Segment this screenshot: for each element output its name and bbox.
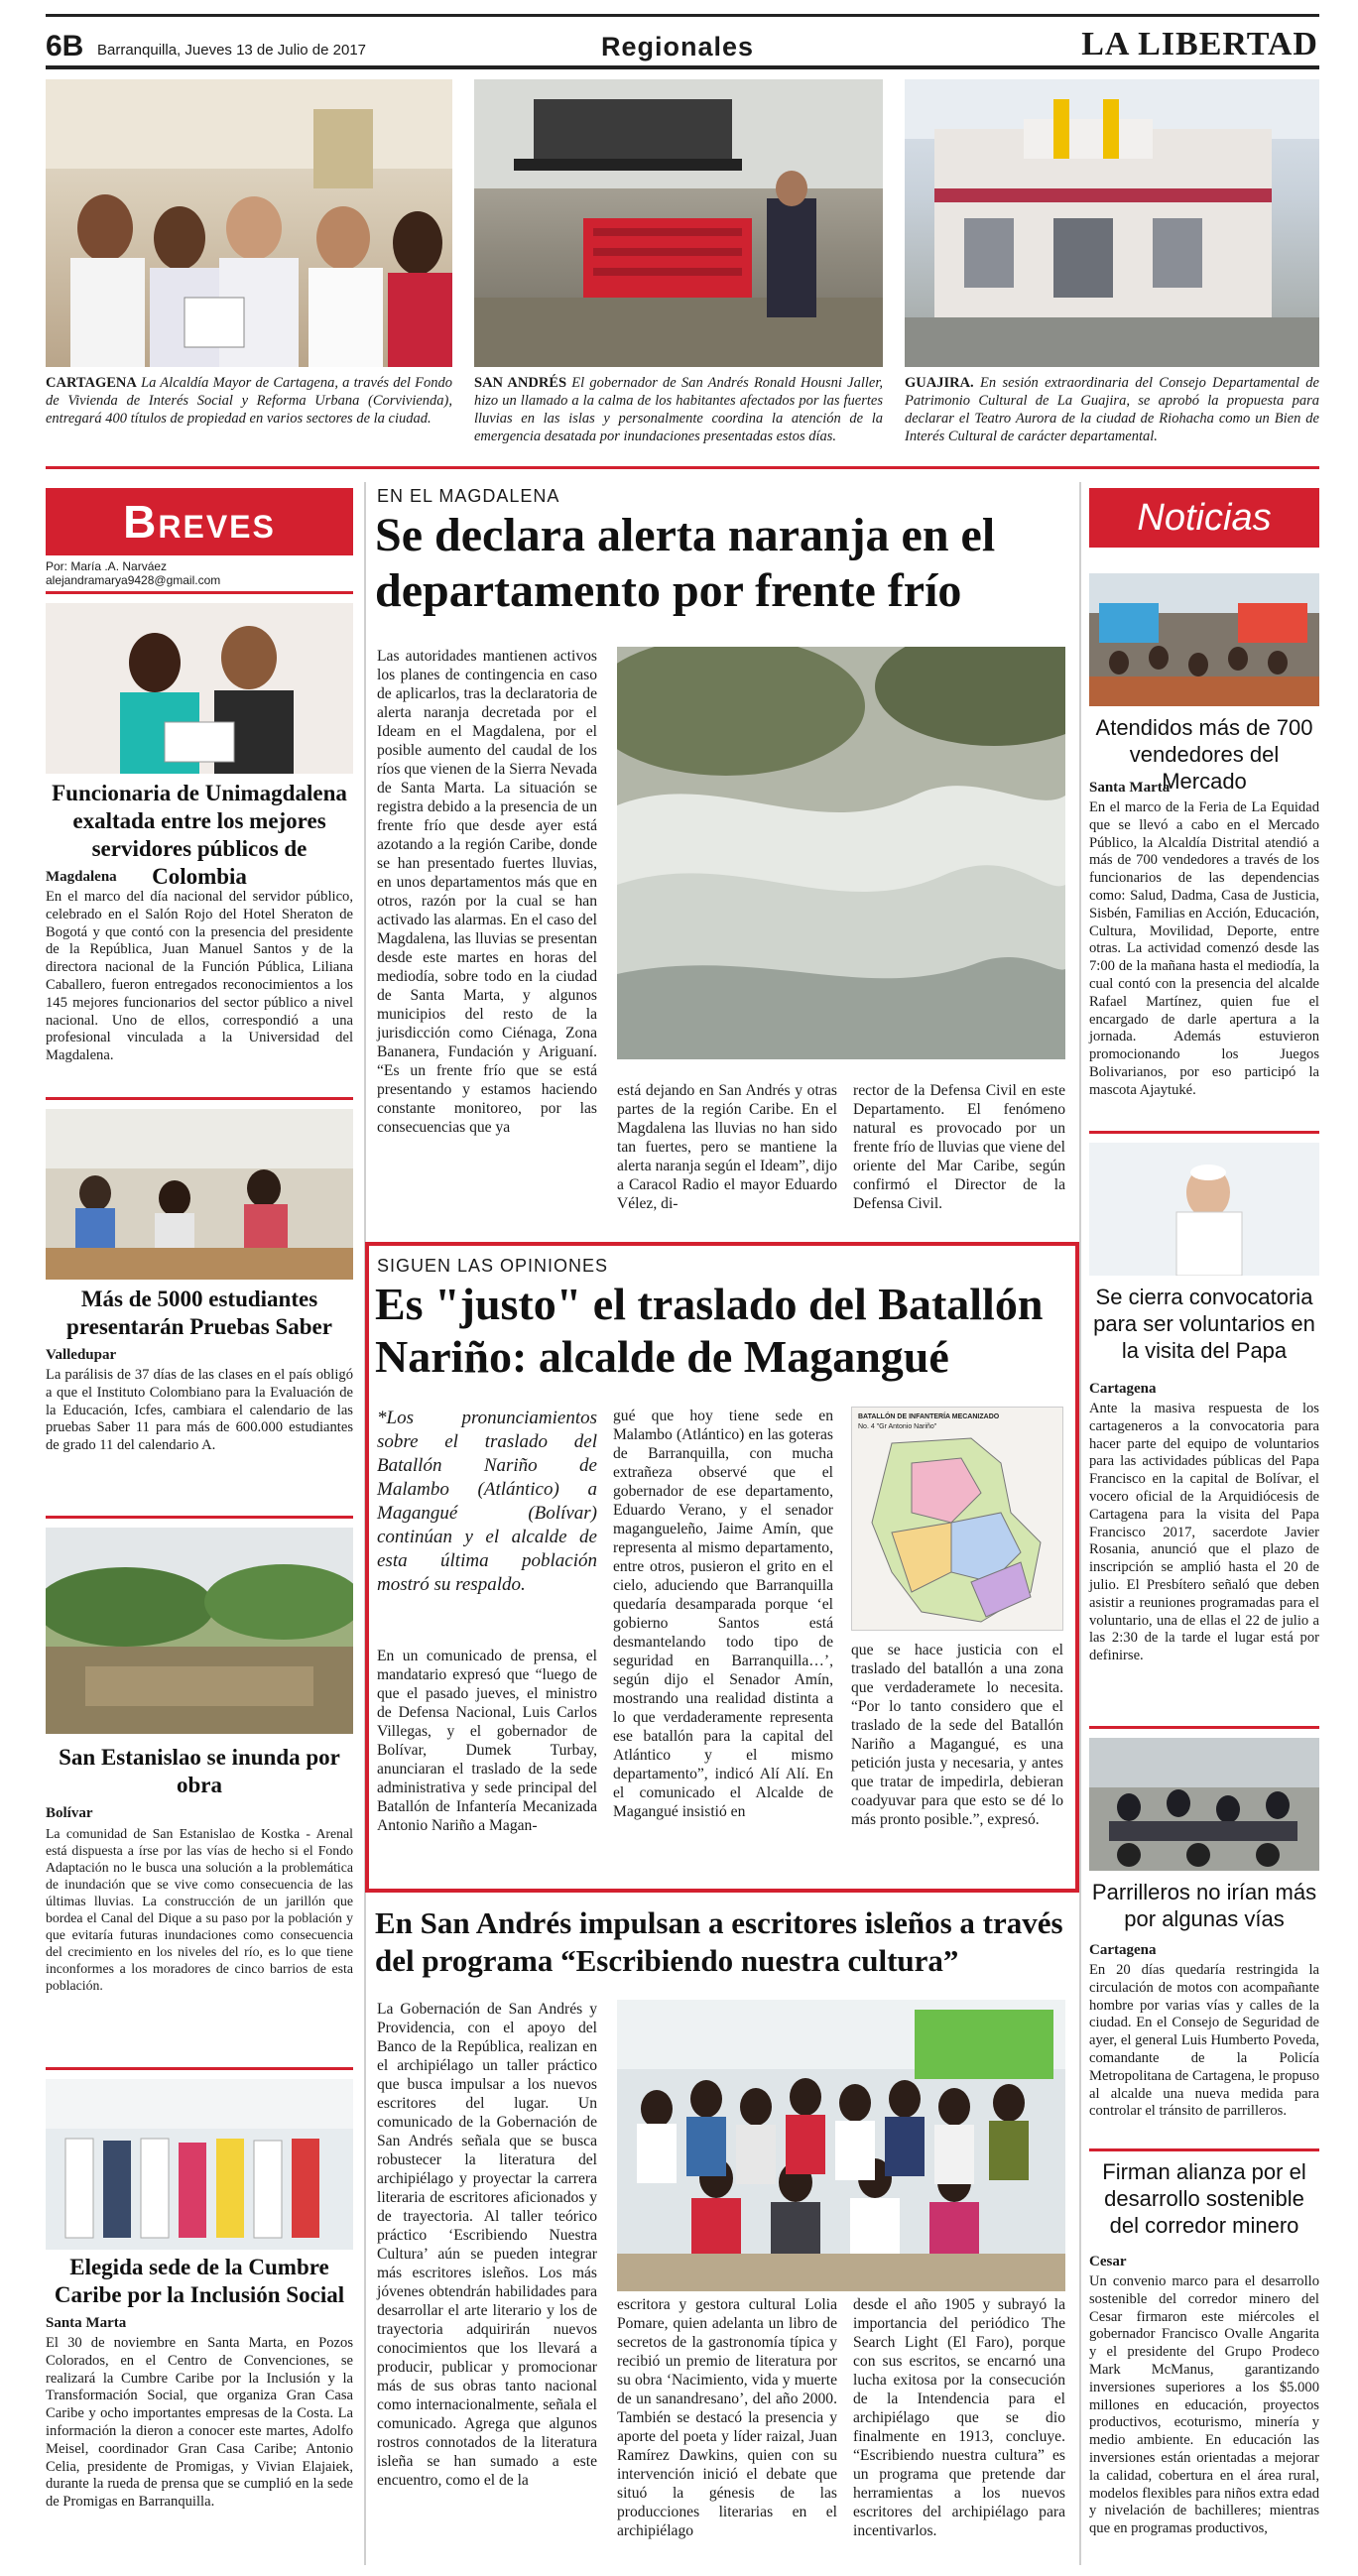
article2-lead: *Los pronunciamientos sobre el traslado del Batallón Nariño de Malambo (Atlántico) a Magangué (Bolívar) continúan y el alcalde de esta última población mostró su respaldo. — [377, 1408, 597, 1595]
photo-cumbre-caribe — [46, 2079, 353, 2250]
breve-2-text: La parálisis de 37 días de las clases en el país obligó a que el Instituto Colombiano para la Evaluación de la Educación, Icfes, cambiara el calendario de las pruebas Saber 11 para más de 600.000 estudiantes de grado 11 del calendario A. — [46, 1367, 353, 1454]
issue-date: Barranquilla, Jueves 13 de Julio de 2017 — [97, 42, 367, 59]
breve-3-text: La comunidad de San Estanislao de Kostka - Arenal está dispuesta a írse por las vías de hecho si el Fondo Adaptación no le busca una solución a la problemática de inundación que se vive como consecuencia de las últimas lluvias. La construcción de un jarillón que bordea el Canal del Dique a su paso por la población y que evitaría futuras inundaciones como consecuencia del crecimiento en los niveles del río, es lo que tiene inconformes a los moradores de cinco barrios de esta población. — [46, 1826, 353, 1993]
breve-4-place: Santa Marta — [46, 2315, 127, 2331]
photo-parrilleros — [1089, 1738, 1319, 1871]
photo-escritores — [617, 2000, 1065, 2291]
breve-1-head: Funcionaria de Unimagdalena exaltada entre los mejores servidores públicos de Colombia — [52, 781, 347, 889]
article3-col1: La Gobernación de San Andrés y Providencia, con el apoyo del Banco de la República, realizan en el archipiélago un taller práctico que busca impulsar a los nuevos escritores del lugar. Un comunicado de la Gobernación de San Andrés señala que se busca robustecer la literatura del archipiélago y proyectar la carrera literaria de escritores aficionados y de trayectoria. Al taller teórico práctico ‘Escribiendo Nuestra Cultura’ aún se pueden integrar más escritores isleños. Los más jóvenes obtendrán habilidades para desarrollar el arte literario y los de trayectoria adquirirán nuevos conocimientos que los llevará a producir, publicar y promocionar más de sus obras tanto nacional como internacionalmente, señala el comunicado. Agrega que algunos rostros connotados de la literatura isleña se han sumado a este encuentro, como el de la — [377, 2001, 597, 2489]
article3-col2: escritora y gestora cultural Lolia Pomare, quien adelanta un libro de secretos de la gastronomía típica y recibió un premio de literatura por su obra ‘Nacimiento, vida y muerte de un sanandresano’, del año 2000. También se destacó la presencia y aporte del poeta y líder raizal, Juan Ramírez Dawkins, quien con su intervención inició el debate que situó la génesis de las producciones literarias en el archipiélago — [617, 2296, 837, 2539]
newspaper-brand: LA LIBERTAD — [1081, 26, 1318, 62]
article2-col3: que se hace justicia con el traslado del batallón a una zona que verdaderamete lo necesita. “Por lo tanto considero que el traslado de la sede del Batallón Nariño a Magangué, es una petición justa y necesaria, y antes que tratar de impedirla, debieran coadyuvar para que esto se dé lo más pronto posible.”, expresó. — [851, 1642, 1063, 1828]
photo-cartagena — [46, 79, 452, 367]
article1-col1: Las autoridades mantienen activos los planes de contingencia en caso de aplicarlos, tras la declaratoria de alerta naranja decretada por el Ideam en el Magdalena, por el posible aumento del caudal de los ríos que vienen de la Sierra Nevada de Santa Marta. La situación se registra debido a la presencia de un frente frío que desde ayer está azotando a la región Caribe, donde se han presentado fuertes lluvias, en unos departamentos más que en otros, razón por la cual se han activado las alarmas. En el caso del Magdalena, las lluvias se presentan desde este martes en horas del mediodía, sobre todo en la ciudad de Santa Marta, y algunos municipios del resto de la jurisdicción como Ciénaga, Zona Bananera, Fundación y Ariguaní. “Es un frente frío que se está presentando y estamos haciendo constante monitoreo, por las consecuencias que ya — [377, 648, 597, 1136]
noticia-4-place: Cesar — [1089, 2254, 1127, 2269]
map-title: BATALLÓN DE INFANTERÍA MECANIZADO — [858, 1413, 1000, 1420]
map-subtitle: No. 4 "Gr Antonio Nariño" — [858, 1423, 937, 1430]
breve-2-head: Más de 5000 estudiantes presentarán Pruebas Saber — [66, 1287, 332, 1339]
breve-4-text: El 30 de noviembre en Santa Marta, en Pozos Colorados, en el Centro de Convenciones, se realizará la Cumbre Caribe por la Inclusión y la Transformación Social, que organiza Gran Casa Caribe y ocho importantes empresas de la Costa. La información la dieron a conocer este martes, Adolfo Meisel, coordinador Gran Casa Caribe; Antonio Celia, presidente de Promigas, y Vivian Elajaiek, durante la rueda de prensa que se cumplió en la sede de Promigas en Barranquilla. — [46, 2335, 353, 2511]
noticias-title: Noticias — [1089, 488, 1319, 548]
top-rule — [46, 14, 1319, 17]
breves-title: Breves — [46, 488, 353, 555]
article2-col1: En un comunicado de prensa, el mandatario expresó que “luego de que el pasado jueves, el ministro de Defensa Nacional, Luis Carlos Villegas, y el gobernador de Bolívar, Dumek Turbay, anunciaran el traslado de la sede administrativa y sede principal del Batallón de Infantería Mecanizada Antonio Nariño a Magan- — [377, 1648, 597, 1834]
article3-col3: desde el año 1905 y subrayó la importancia del periódico The Search Light (El Faro), porque con sus escritos, se encarnó una lucha exitosa por la consecución de la Intendencia para el archipiélago que se dio finalmente en 1913, concluye. “Escribiendo nuestra cultura” es un programa que pretende dar herramientas a los nuevos escritores del archipiélago para incentivarlos. — [853, 2296, 1065, 2539]
breve-3-head: San Estanislao se inunda por obra — [59, 1745, 340, 1797]
breve-3-rule — [46, 2067, 353, 2070]
noticia-3-place: Cartagena — [1089, 1942, 1157, 1958]
photo-guajira — [905, 79, 1319, 367]
breve-3-place: Bolívar — [46, 1805, 93, 1821]
noticia-1-rule — [1089, 1131, 1319, 1134]
breve-2-rule — [46, 1516, 353, 1519]
noticia-2-head: Se cierra convocatoria para ser voluntarios en la visita del Papa — [1093, 1285, 1315, 1363]
noticia-1-head: Atendidos más de 700 vendedores del Mercado — [1095, 715, 1313, 794]
article2-headline: Es "justo" el traslado del Batallón Nariño: alcalde de Magangué — [375, 1279, 1044, 1382]
article3-headline: En San Andrés impulsan a escritores isleños a través del programa “Escribiendo nuestra cultura” — [375, 1905, 1063, 1978]
breves-email: alejandramarya9428@gmail.com — [46, 573, 221, 587]
breves-rule — [46, 591, 353, 594]
caption-guajira: GUAJIRA. En sesión extraordinaria del Consejo Departamental de Patrimonio Cultural de La Guajira, se aprobó la propuesta para declarar el Teatro Aurora de la ciudad de Riohacha como un Bien de Interés Cultural de carácter departamental. — [905, 375, 1319, 444]
top-section-rule — [46, 466, 1319, 469]
breve-2-place: Valledupar — [46, 1347, 117, 1363]
breves-byline: Por: María .A. Narváez — [46, 559, 168, 573]
section-title: Regionales — [601, 32, 755, 61]
breve-4-head: Elegida sede de la Cumbre Caribe por la Inclusión Social — [54, 2255, 345, 2307]
noticia-2-rule — [1089, 1726, 1319, 1729]
page-number: 6B — [46, 30, 84, 62]
breve-1-text: En el marco del día nacional del servidor público, celebrado en el Salón Rojo del Hotel Sheraton de Bogotá y que contó con la presencia del presidente de la República, Juan Manuel Santos y de la directora nacional de la Función Pública, Liliana Caballero, fueron entregados reconocimientos a los 145 mejores funcionarios del sector público a nivel nacional. Uno de ellos, correspondió a una profesional vinculada a la Universidad del Magdalena. — [46, 889, 353, 1064]
photo-river — [617, 647, 1065, 1059]
photo-mercado — [1089, 573, 1319, 706]
photo-unimagdalena — [46, 603, 353, 774]
noticia-3-head: Parrilleros no irían más por algunas vías — [1091, 1880, 1317, 1931]
photo-pruebas-saber — [46, 1109, 353, 1280]
photo-san-andres — [474, 79, 883, 367]
breve-1-place: Magdalena — [46, 869, 117, 885]
battalion-map — [851, 1407, 1063, 1631]
right-column-divider — [1079, 482, 1081, 2565]
photo-papa — [1089, 1143, 1319, 1276]
noticia-4-head: Firman alianza por el desarrollo sostenible del corredor minero — [1102, 2159, 1306, 2238]
noticia-3-text: En 20 días quedaría restringida la circulación de motos con acompañante hombre por varias vías y calles de la ciudad. En el Consejo de Seguridad de ayer, el general Luis Humberto Poveda, comandante de la Policía Metropolitana de Cartagena, le propuso al alcalde una nueva medida para controlar el tránsito de parrilleros. — [1089, 1962, 1319, 2120]
photo-san-estanislao — [46, 1528, 353, 1734]
header-rule — [46, 65, 1319, 69]
caption-san-andres: SAN ANDRÉS El gobernador de San Andrés Ronald Housni Jaller, hizo un llamado a la calma de los habitantes afectados por las fuertes lluvias en las islas y personalmente coordina la atención de la emergencia desatada por inundaciones presentadas estos días. — [474, 375, 883, 444]
noticia-3-rule — [1089, 2148, 1319, 2151]
noticia-2-text: Ante la masiva respuesta de los cartageneros a la convocatoria para hacer parte del equipo de voluntarios para las actividades públicas del Papa Francisco en la capital de Bolívar, el vocero oficial de la Arquidiócesis de Cartagena para la visita del Papa Francisco 2017, sacerdote Javier Rosania, anunció que el plazo de inscripción se amplió hasta el 20 de julio. El Presbítero señaló que deben asistir a reuniones programadas para el voluntario, una de ellas el 22 de julio a las 2:30 de la tarde el lugar está por definirse. — [1089, 1401, 1319, 1664]
article2-col2: gué que hoy tiene sede en Malambo (Atlántico) en las goteras de Barranquilla, con mucha extrañeza observé que el gobernador de ese departamento, Eduardo Verano, y el senador magangueleño, Jaime Amín, que representa al mismo departamento, entre otros, pusieron el grito en el cielo, aduciendo que Barranquilla quedaría desamparada porque ‘el gobierno Santos está desmantelando todo tipo de seguridad en Barranquilla…’, según dijo el Senador Amín, mostrando una realidad distinta a lo que verdaderamente representa ese batallón para la capital del Atlántico y el mismo departamento”, indicó Alí Alí. En el comunicado el Alcalde de Magangué insistió en — [613, 1408, 833, 1820]
noticia-1-place: Santa Marta — [1089, 780, 1171, 796]
article1-col2: está dejando en San Andrés y otras partes de la región Caribe. En el Magdalena las lluvias no han sido tan fuertes, pero se mantiene la alerta naranja según el Ideam”, dijo a Caracol Radio el mayor Eduardo Vélez, di- — [617, 1082, 837, 1212]
noticia-1-text: En el marco de la Feria de La Equidad que se llevó a cabo en el Mercado Público, la Alcaldía Distrital atendió a más de 700 vendedores a través de los funcionarios de las dependencias como: Salud, Dadma, Casa de Justicia, Sisbén, Familias en Acción, Educación, Cultura, Movilidad, Deporte, entre otras. La actividad comenzó desde las 7:00 de la mañana hasta el mediodía, la cual contó con la presencia del alcalde Rafael Martínez, quien fue el encargado de darle apertura a la jornada. Además estuvieron promocionando los Juegos Bolivarianos, por eso participó la mascota Ajaytuké. — [1089, 799, 1319, 1098]
article2-kicker: SIGUEN LAS OPINIONES — [377, 1256, 609, 1276]
article1-kicker: EN EL MAGDALENA — [377, 486, 560, 506]
noticia-4-text: Un convenio marco para el desarrollo sostenible del corredor minero del Cesar firmaron este miércoles el gobernador Francisco Ovalle Angarita y el presidente del Grupo Prodeco Mark McManus, garantizando inversiones superiores a los $5.000 millones en educación, proyectos productivos, ecoturismo, minería y medio ambiente. En educación las inversiones están orientadas a mejorar la calidad, cobertura en el área rural, modelos flexibles para niños extra edad y nivelación de bachilleres; mientras que en programas productivos, — [1089, 2273, 1319, 2537]
article1-col3: rector de la Defensa Civil en este Departamento. El fenómeno natural es provocado por un frente frío de lluvias que viene del oriente del Mar Caribe, según confirmó el Director de la Defensa Civil. — [853, 1082, 1065, 1212]
breve-1-rule — [46, 1097, 353, 1100]
noticia-2-place: Cartagena — [1089, 1381, 1157, 1397]
caption-cartagena: CARTAGENA La Alcaldía Mayor de Cartagena, a través del Fondo de Vivienda de Interés Social y Reforma Urbana (Corvivienda), entregará 400 títulos de propiedad en varios sectores de la ciudad. — [46, 375, 452, 427]
article1-headline: Se declara alerta naranja en el departamento por frente frío — [375, 509, 996, 617]
